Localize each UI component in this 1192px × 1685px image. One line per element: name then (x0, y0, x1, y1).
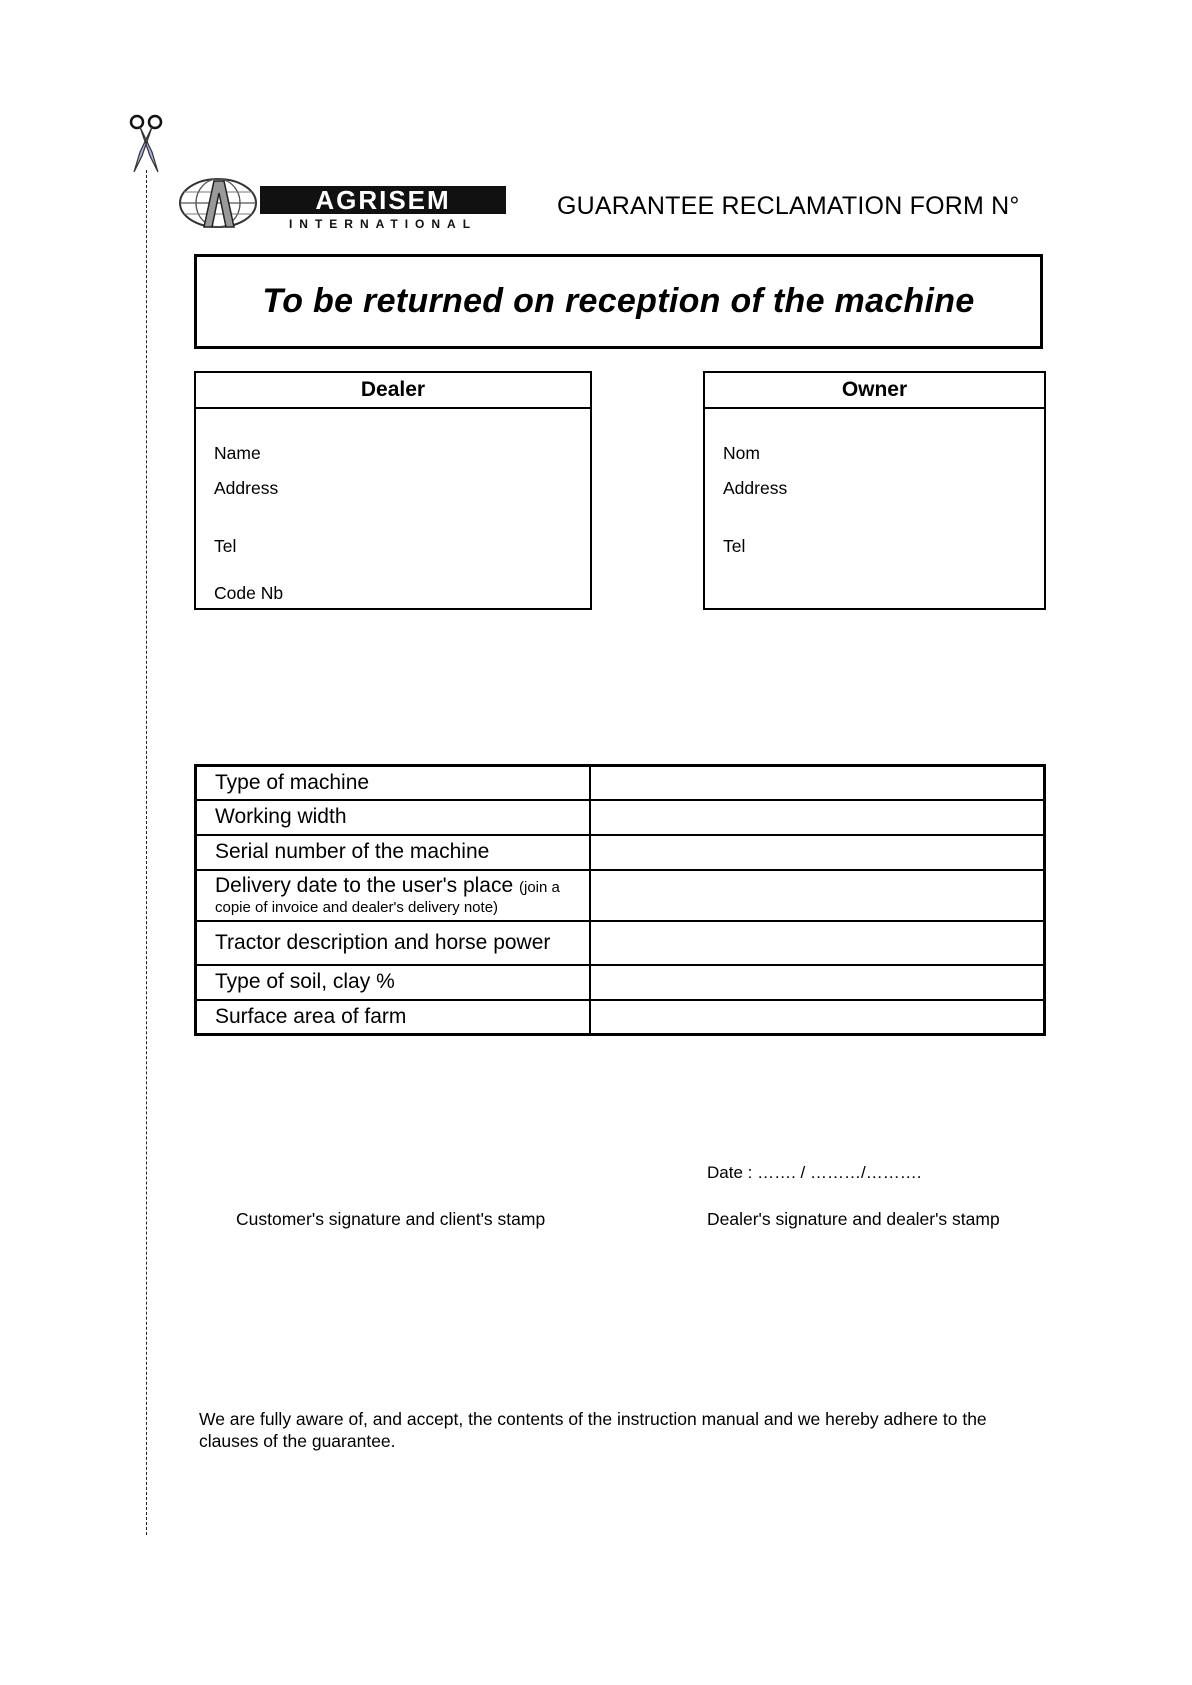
delivery-date-label: Delivery date to the user's place (215, 874, 514, 897)
banner-text: To be returned on reception of the machine (262, 282, 975, 320)
table-row (196, 870, 1045, 921)
row-value-field[interactable] (590, 965, 1045, 1000)
logo-subtext: INTERNATIONAL (288, 217, 478, 231)
date-line: Date : ……. / ………/………. (707, 1163, 922, 1182)
dealer-address-label: Address (214, 478, 279, 498)
row-label: Surface area of farm (196, 1000, 590, 1035)
row-label: Type of soil, clay % (196, 965, 590, 1000)
agrisem-logo (178, 177, 524, 233)
row-value-field[interactable] (590, 870, 1045, 921)
table-row (196, 965, 1045, 1000)
row-label (196, 870, 590, 921)
delivery-date-note: copie of invoice and dealer's delivery note) (215, 899, 499, 916)
row-value-field[interactable] (590, 800, 1045, 835)
table-row (196, 921, 1045, 965)
acceptance-statement: We are fully aware of, and accept, the contents of the instruction manual and we hereby adhere to the clauses of the guarantee. (199, 1409, 987, 1451)
logo-text: AGRISEM (315, 185, 451, 215)
owner-address-label: Address (723, 478, 788, 498)
row-value-field[interactable] (590, 835, 1045, 870)
row-value-field[interactable] (590, 766, 1045, 800)
table-row (196, 1000, 1045, 1035)
table-row (196, 835, 1045, 870)
owner-heading: Owner (705, 373, 1044, 409)
dealer-heading: Dealer (196, 373, 590, 409)
row-label: Type of machine (196, 766, 590, 800)
machine-table (194, 764, 1046, 1036)
dealer-tel-label: Tel (214, 536, 237, 556)
owner-box (703, 371, 1046, 610)
table-row (196, 800, 1045, 835)
table-row (196, 766, 1045, 800)
owner-name-label: Nom (723, 443, 760, 463)
delivery-date-suffix: (join a (519, 879, 560, 896)
row-value-field[interactable] (590, 1000, 1045, 1035)
cut-line (146, 170, 147, 1535)
scissors-icon (128, 112, 164, 176)
owner-tel-label: Tel (723, 536, 746, 556)
row-label: Tractor description and horse power (196, 921, 590, 965)
dealer-signature-label: Dealer's signature and dealer's stamp (707, 1209, 1000, 1229)
row-value-field[interactable] (590, 921, 1045, 965)
row-label: Working width (196, 800, 590, 835)
dealer-code-label: Code Nb (214, 583, 284, 603)
form-title: GUARANTEE RECLAMATION FORM N° (557, 192, 1020, 220)
customer-signature-label: Customer's signature and client's stamp (236, 1209, 546, 1229)
dealer-box (194, 371, 592, 610)
row-label: Serial number of the machine (196, 835, 590, 870)
dealer-name-label: Name (214, 443, 261, 463)
instruction-banner (194, 254, 1043, 349)
